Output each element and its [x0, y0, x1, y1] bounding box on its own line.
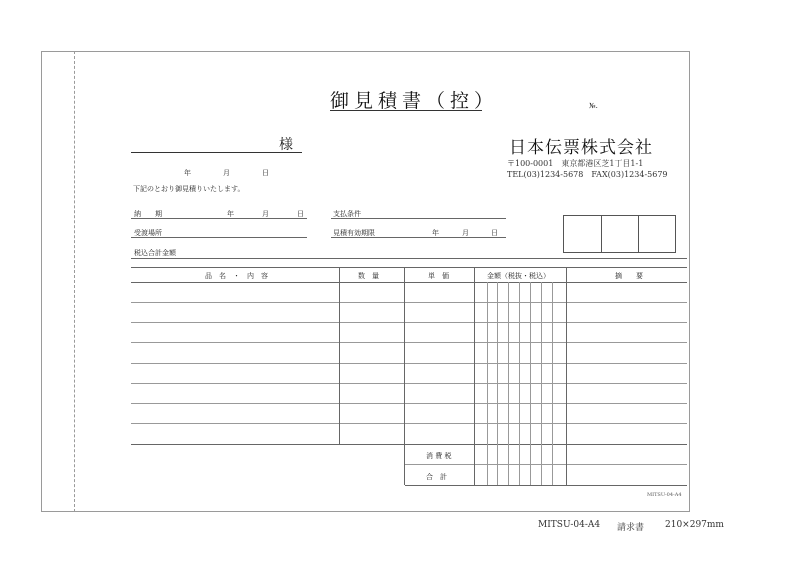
total-label: 合 計 — [426, 473, 447, 481]
header-remarks: 摘 要 — [615, 272, 643, 280]
perforation-line — [74, 51, 75, 512]
tax-label: 消 費 税 — [426, 452, 452, 460]
digit-line — [497, 282, 498, 485]
form-code-small: MITSU-04-A4 — [647, 492, 682, 498]
table-row-line — [131, 423, 687, 424]
digit-line — [519, 282, 520, 485]
digit-line — [508, 282, 509, 485]
document-title: 御見積書（控） — [330, 90, 499, 112]
addressee-line — [131, 152, 302, 153]
digit-line — [552, 282, 553, 485]
date-year-label: 年 — [184, 169, 191, 177]
total-row-line — [405, 485, 687, 486]
intro-text: 下記のとおり御見積りいたします。 — [133, 185, 245, 193]
table-row-line — [131, 363, 687, 364]
delivery-place-label: 受渡場所 — [134, 229, 162, 237]
validity-line — [331, 237, 506, 238]
header-unit-price: 単 価 — [428, 272, 449, 280]
header-item: 品 名 ・ 内 容 — [205, 272, 268, 280]
footer-type: 請求書 — [617, 523, 645, 533]
table-row-line — [131, 282, 687, 283]
header-qty: 数 量 — [358, 272, 379, 280]
delivery-label: 納 期 — [134, 210, 162, 218]
stamp-divider — [638, 216, 639, 252]
validity-month-label: 月 — [462, 229, 469, 237]
delivery-line — [131, 218, 307, 219]
table-row-line — [131, 383, 687, 384]
footer-size: 210×297mm — [665, 520, 724, 530]
company-address: 〒100-0001 東京都港区芝1丁目1-1 — [507, 159, 644, 168]
digit-line — [487, 282, 488, 485]
number-label: №. — [589, 102, 598, 110]
title-underline — [330, 110, 482, 111]
delivery-place-line — [131, 237, 307, 238]
company-name: 日本伝票株式会社 — [509, 138, 653, 158]
col-line — [566, 267, 567, 485]
stamp-divider — [601, 216, 602, 252]
company-contact: TEL(03)1234-5678 FAX(03)1234-5679 — [507, 170, 668, 179]
payment-label: 支払条件 — [333, 210, 361, 218]
validity-day-label: 日 — [491, 229, 498, 237]
total-tax-incl-label: 税込合計金額 — [134, 249, 176, 257]
date-day-label: 日 — [262, 169, 269, 177]
col-line — [339, 267, 340, 444]
footer-code: MITSU-04-A4 — [538, 520, 601, 530]
validity-year-label: 年 — [432, 229, 439, 237]
date-month-label: 月 — [223, 169, 230, 177]
table-row-line — [131, 403, 687, 404]
payment-line — [331, 218, 506, 219]
tax-row-line — [405, 464, 687, 465]
stamp-box — [563, 215, 676, 253]
addressee-suffix: 様 — [279, 137, 293, 153]
digit-line — [530, 282, 531, 485]
digit-line — [541, 282, 542, 485]
table-row-line — [131, 322, 687, 323]
table-row-line — [131, 302, 687, 303]
col-line — [474, 267, 475, 485]
delivery-year-label: 年 — [227, 210, 234, 218]
table-top-line — [131, 267, 687, 268]
validity-label: 見積有効期限 — [333, 229, 375, 237]
header-amount: 金額（税抜・税込） — [487, 272, 550, 280]
table-row-line — [131, 444, 687, 445]
total-tax-incl-line — [131, 258, 687, 259]
delivery-month-label: 月 — [262, 210, 269, 218]
col-line — [404, 267, 405, 485]
delivery-day-label: 日 — [297, 210, 304, 218]
table-row-line — [131, 342, 687, 343]
